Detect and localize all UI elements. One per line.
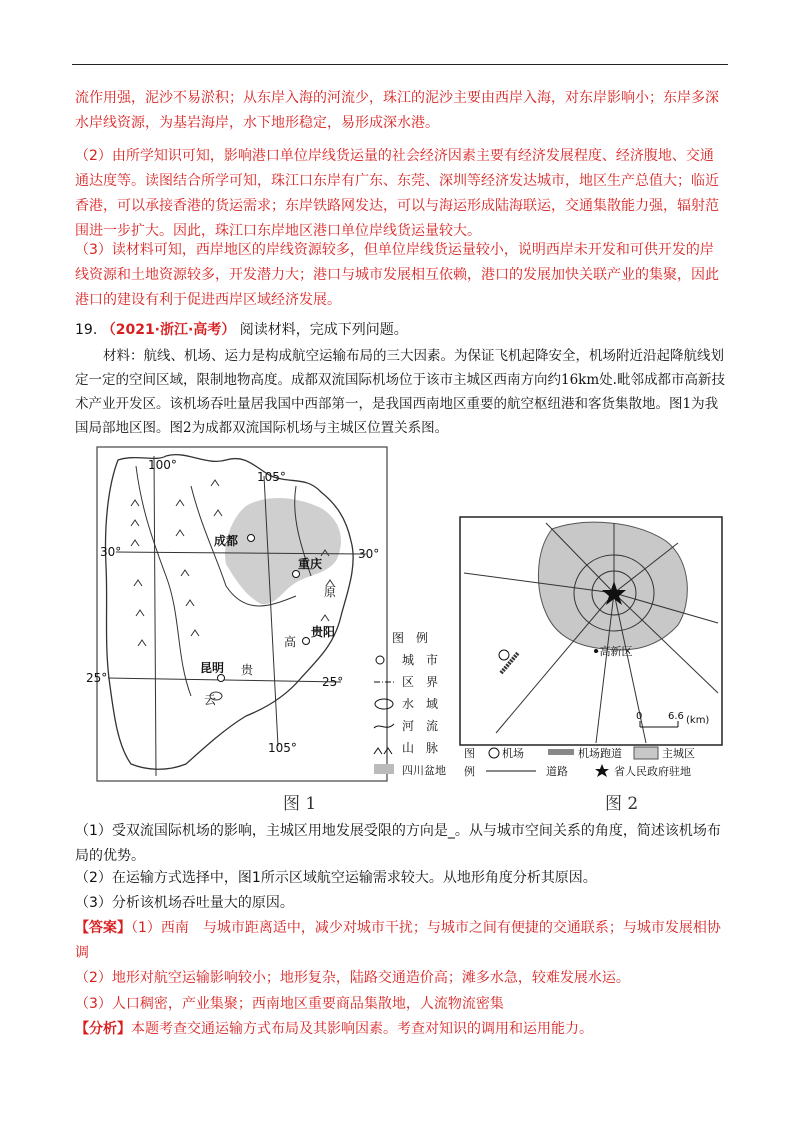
label-lon-100: 100° — [148, 458, 177, 472]
legend-mountain: 山 脉 — [402, 741, 439, 755]
question-3: （3）分析该机场吞吐量大的原因。 — [75, 895, 294, 911]
question-2: （2）在运输方式选择中，图1所示区域航空运输需求较大。从地形角度分析其原因。 — [75, 870, 597, 886]
label-plateau-gui: 贵 — [241, 663, 254, 677]
meridian-100 — [154, 456, 156, 776]
figure1-frame — [97, 447, 387, 781]
scale-unit: (km) — [686, 715, 710, 726]
figure2-caption: 图 2 — [605, 794, 639, 814]
label-lat-30-right: 30° — [358, 547, 380, 561]
answer-paragraph-2: （2）由所学知识可知，影响港口单位岸线货运量的社会经济因素主要有经济发展程度、经济腹地、交通通达度等。读图结合所学可知，珠江口东岸有广东、东莞、深圳等经济发达城市，地区生产总值大；临近香港，可以承接香港的货运需求；东岸铁路网发达，可以与海运形成陆海联运，交通集散能力强，辐射范围进一步扩大。因此，珠江口东岸地区港口单位岸线货运量较大。 — [75, 148, 719, 239]
label-lon-105-bottom: 105° — [268, 741, 297, 755]
question-source: （2021·浙江·高考） — [101, 322, 236, 338]
label-chengdu: 成都 — [214, 534, 239, 548]
answer-block — [75, 916, 725, 966]
city-kunming-dot — [218, 675, 225, 682]
legend-airport: 机场 — [502, 747, 524, 760]
legend-runway: 机场跑道 — [578, 747, 622, 760]
scale-value: 6.6 — [668, 711, 684, 722]
label-plateau-yun: 云 — [204, 693, 217, 707]
figure1-caption: 图 1 — [283, 794, 317, 814]
header-rule — [72, 64, 728, 65]
legend-river-symbol — [374, 724, 394, 728]
legend-basin: 四川盆地 — [402, 764, 446, 777]
legend-city: 城 市 — [402, 653, 439, 667]
legend-city-symbol — [376, 656, 384, 664]
legend-road: 道路 — [546, 765, 568, 778]
legend-mountain-symbol — [374, 748, 392, 754]
answer-2: （2）地形对航空运输影响较小；地形复杂，陆路交通造价高；滩多水急，较难发展水运。 — [75, 970, 630, 986]
scale-zero: 0 — [636, 711, 643, 722]
fig2-legend-title-2: 例 — [464, 765, 475, 778]
figure2-map — [456, 513, 726, 785]
answer-tag: 【答案】 — [75, 920, 131, 936]
label-kunming: 昆明 — [200, 661, 225, 675]
legend-boundary: 区 界 — [402, 675, 439, 689]
answer-paragraph-3: （3）读材料可知，西岸地区的岸线资源较多，但单位岸线货运量较小，说明西岸未开发和可供开发的岸线资源和土地资源较多，开发潜力大；港口与城市发展相互依赖，港口的发展加快关联产业的集聚，因此港口的建设有利于促进西岸区域经济发展。 — [75, 242, 719, 308]
label-plateau-gao: 高 — [284, 635, 297, 649]
legend-river: 河 流 — [402, 719, 439, 733]
river-1 — [136, 466, 191, 696]
legend-airport-symbol — [489, 748, 499, 758]
answer-paragraph-1: 流作用强，泥沙不易淤积；从东岸入海的河流少，珠江的泥沙主要由西岸入海，对东岸影响小；东岸多深水岸线资源，为基岩海岸，水下地形稳定，易形成深水港。 — [75, 90, 719, 131]
label-lat-25-right: 25° — [322, 675, 344, 689]
answer-3: （3）人口稠密，产业集聚；西南地区重要商品集散地，人流物流密集 — [75, 996, 504, 1012]
fig2-legend-title-1: 图 — [464, 747, 475, 760]
question-number: 19. — [75, 322, 98, 338]
analysis-tag: 【分析】 — [75, 1021, 131, 1037]
legend-runway-symbol — [548, 749, 574, 755]
legend-urban: 主城区 — [662, 747, 695, 760]
label-plateau-yuan: 原 — [324, 585, 337, 599]
legend-water: 水 域 — [402, 697, 439, 711]
airport-symbol — [499, 650, 509, 660]
legend-gov-symbol — [595, 764, 609, 777]
city-chengdu-dot — [248, 535, 255, 542]
label-lon-105-top: 105° — [257, 470, 286, 484]
label-gaoxin: ·高新区 — [596, 645, 633, 658]
figure1-map — [86, 446, 388, 782]
analysis-block — [75, 1017, 725, 1042]
material-text: 材料：航线、机场、运力是构成航空运输布局的三大因素。为保证飞机起降安全，机场附近沿起降航线划定一定的空间区域，限制地物高度。成都双流国际机场位于该市主城区西南方向约16km处.毗邻成都市高新技术产业开发区。该机场吞吐量居我国中西部第一，是我国西南地区重要的航空枢纽港和客货集散地。图1为我国局部地区图。图2为成都双流国际机场与主城区位置关系图。 — [75, 348, 725, 436]
question-header — [75, 318, 725, 343]
city-chongqing-dot — [293, 571, 300, 578]
legend-water-symbol — [375, 699, 393, 709]
label-lat-30-left: 30° — [100, 545, 122, 559]
legend-basin-symbol — [374, 764, 394, 774]
label-guiyang: 贵阳 — [311, 625, 336, 639]
analysis-text: 本题考查交通运输方式布局及其影响因素。考查对知识的调用和运用能力。 — [131, 1021, 593, 1037]
label-lat-25-left: 25° — [86, 671, 108, 685]
label-chongqing: 重庆 — [298, 557, 323, 571]
legend-gov: 省人民政府驻地 — [614, 765, 691, 778]
figure1-legend — [372, 628, 452, 778]
question-1: （1）受双流国际机场的影响，主城区用地发展受限的方向是_。从与城市空间关系的角度，简述该机场布局的优势。 — [75, 823, 721, 864]
city-guiyang-dot — [303, 638, 310, 645]
legend-title: 图 例 — [392, 631, 429, 645]
figure2-legend — [464, 746, 695, 778]
answer-1: （1）西南 与城市距离适中，减少对城市干扰；与城市之间有便捷的交通联系；与城市发展相协调 — [75, 920, 721, 961]
legend-urban-symbol — [634, 747, 658, 759]
question-intro: 阅读材料，完成下列问题。 — [239, 322, 408, 338]
